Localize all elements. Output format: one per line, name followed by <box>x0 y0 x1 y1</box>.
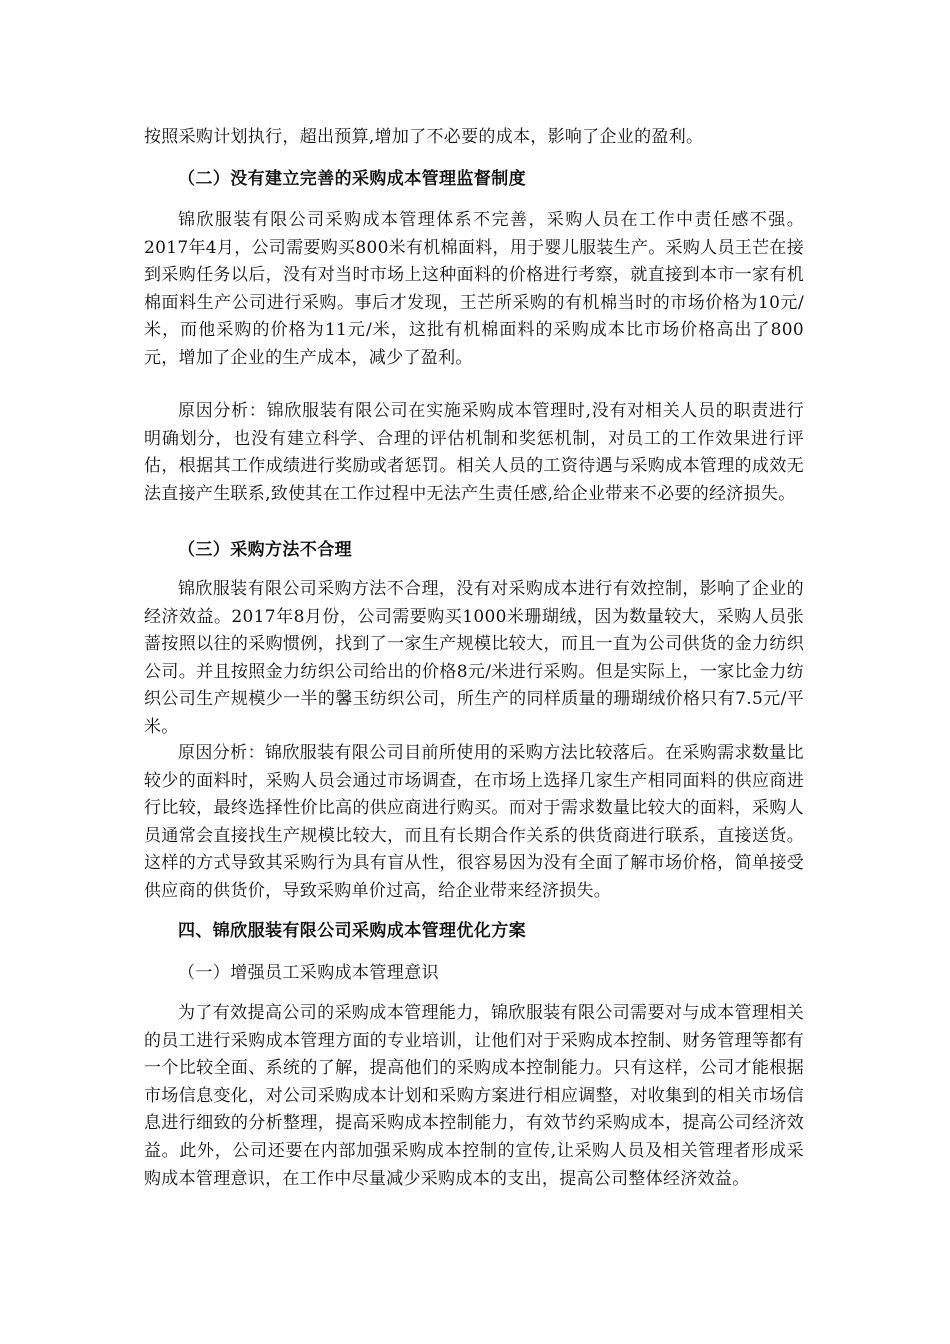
paragraph-method-analysis: 原因分析：锦欣服装有限公司目前所使用的采购方法比较落后。在采购需求数量比较少的面料时，采购人员会通过市场调查，在市场上选择几家生产相同面料的供应商进行比较，最终选择性价比高的供应商进行购买。而对于需求数量比较大的面料，采购人员通常会直接找生产规模比较大，而且有长期合作关系的供货商进行联系，直接送货。这样的方式导致其采购行为具有盲从性，很容易因为没有全面了解市场价格，简单接受供应商的供货价，导致采购单价过高，给企业带来经济损失。 <box>144 743 804 901</box>
paragraph-supervision-case: 锦欣服装有限公司采购成本管理体系不完善，采购人员在工作中责任感不强。2017年4月，公司需要购买800米有机棉面料，用于婴儿服装生产。采购人员王芒在接到采购任务以后，没有对当时市场上这种面料的价格进行考察，就直接到本市一家有机棉面料生产公司进行采购。事后才发现，王芒所采购的有机棉当时的市场价格为10元/米，而他采购的价格为11元/米，这批有机棉面料的采购成本比市场价格高出了800元，增加了企业的生产成本，减少了盈利。 <box>144 210 804 368</box>
section-heading-2: （二）没有建立完善的采购成本管理监督制度 <box>178 169 526 189</box>
section-heading-4-1: （一）增强员工采购成本管理意识 <box>178 963 439 983</box>
section-heading-3: （三）采购方法不合理 <box>178 540 352 560</box>
paragraph-awareness: 为了有效提高公司的采购成本管理能力，锦欣服装有限公司需要对与成本管理相关的员工进行采购成本管理方面的专业培训，让他们对于采购成本控制、财务管理等都有一个比较全面、系统的了解，提高他们的采购成本控制能力。只有这样，公司才能根据市场信息变化，对公司采购成本计划和采购方案进行相应调整，对收集到的相关市场信息进行细致的分析整理，提高采购成本控制能力，有效节约采购成本，提高公司经济效益。此外，公司还要在内部加强采购成本控制的宣传,让采购人员及相关管理者形成采购成本管理意识，在工作中尽量减少采购成本的支出，提高公司整体经济效益。 <box>144 1003 804 1189</box>
paragraph-method-case: 锦欣服装有限公司采购方法不合理，没有对采购成本进行有效控制，影响了企业的经济效益。2017年8月份，公司需要购买1000米珊瑚绒，因为数量较大，采购人员张蔷按照以往的采购惯例，找到了一家生产规模比较大，而且一直为公司供货的金力纺织公司。并且按照金力纺织公司给出的价格8元/米进行采购。但是实际上，一家比金力纺织公司生产规模少一半的馨玉纺织公司，所生产的同样质量的珊瑚绒价格只有7.5元/平米。 <box>144 579 804 737</box>
paragraph-continuation: 按照采购计划执行，超出预算,增加了不必要的成本，影响了企业的盈利。 <box>144 127 704 147</box>
paragraph-supervision-analysis: 原因分析：锦欣服装有限公司在实施采购成本管理时,没有对相关人员的职责进行明确划分，也没有建立科学、合理的评估机制和奖惩机制，对员工的工作效果进行评估，根据其工作成绩进行奖励或者惩罚。相关人员的工资待遇与采购成本管理的成效无法直接产生联系,致使其在工作过程中无法产生责任感,给企业带来不必要的经济损失。 <box>144 401 804 504</box>
chapter-heading-4: 四、锦欣服装有限公司采购成本管理优化方案 <box>178 921 526 941</box>
